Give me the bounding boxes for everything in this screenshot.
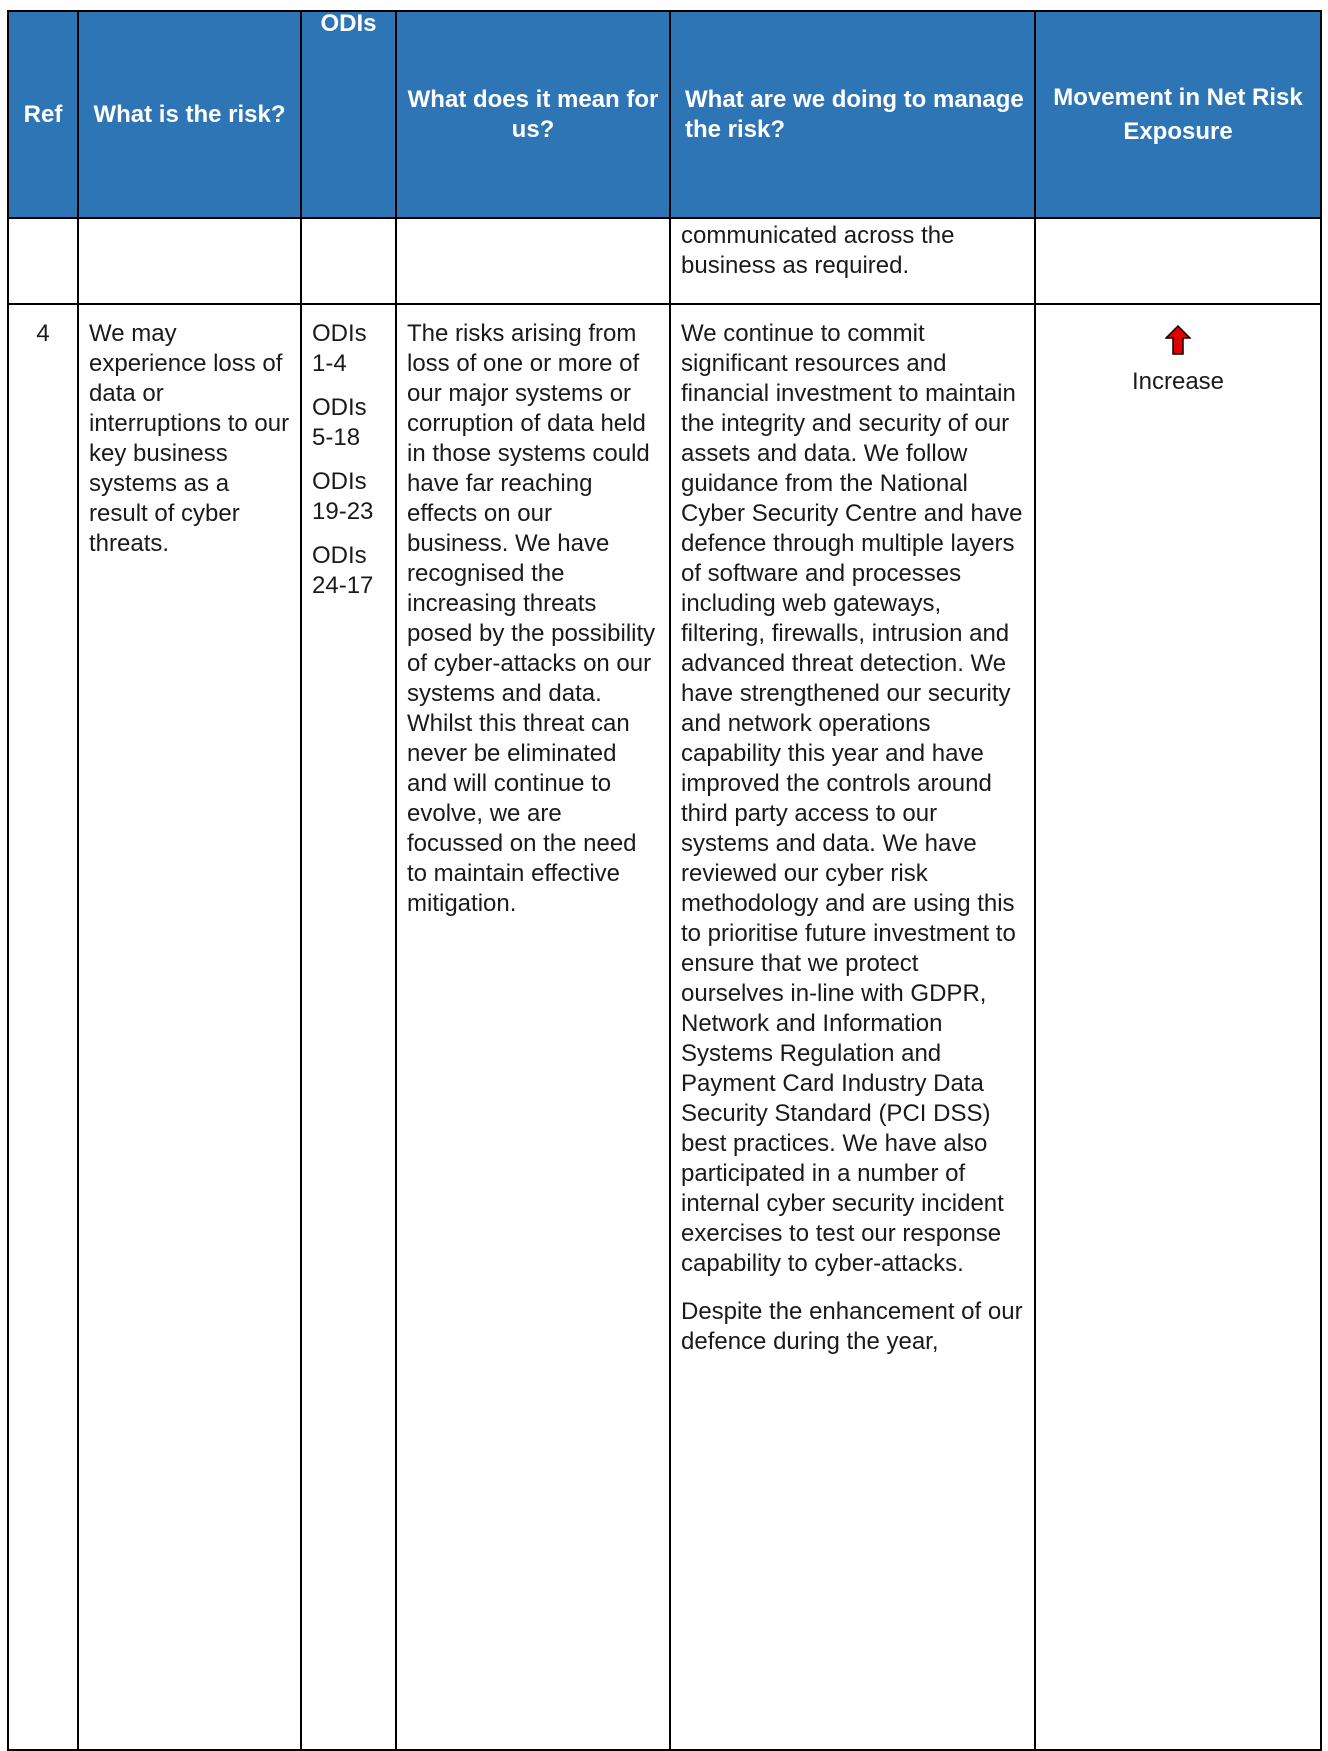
movement-label: Increase (1131, 368, 1225, 395)
management-paragraph: We continue to commit significant resources and financial investment to maintain the integrity and security of our assets and data. We follow guidance from the National Cyber Security Centre and have defence through multiple layers of software and processes including web gateways, filtering, firewalls, intrusion and advanced threat detection. We have strengthened our security and network operations capability this year and have improved the controls around third party access to our systems and data. We have reviewed our cyber risk methodology and are using this to prioritise future investment to ensure that we protect ourselves in-line with GDPR, Network and Information Systems Regulation and Payment Card Industry Data Security Standard (PCI DSS) best practices. We have also participated in a number of internal cyber security incident exercises to test our response capability to cyber-attacks. (681, 320, 1023, 1277)
header-management: What are we doing to manage the risk? (670, 11, 1035, 218)
odis-range: 1-4 (312, 350, 347, 377)
cell-odis (301, 304, 396, 1750)
table-row (8, 218, 1321, 304)
odis-item (312, 393, 385, 453)
odis-item (312, 319, 385, 379)
cell-movement (1035, 218, 1321, 304)
odis-label: ODIs (312, 394, 367, 421)
cell-management (670, 304, 1035, 1750)
cell-odis (301, 218, 396, 304)
header-ref: Ref (8, 11, 78, 218)
odis-range: 5-18 (312, 424, 361, 451)
cell-meaning: The risks arising from loss of one or more of our major systems or corruption of data held in those systems could have far reaching effects on our business. We have recognised the increasing threats posed by the possibility of cyber-attacks on our systems and data. Whilst this threat can never be eliminated and will continue to evolve, we are focussed on the need to maintain effective mitigation. (396, 304, 670, 1750)
risk-table (7, 10, 1322, 1751)
cell-ref (8, 218, 78, 304)
odis-label: ODIs (312, 468, 367, 495)
cell-risk (78, 218, 301, 304)
odis-range: 19-23 (312, 498, 374, 525)
management-text: communicated across the business as required. (681, 222, 955, 279)
cell-ref: 4 (8, 304, 78, 1750)
cell-risk: We may experience loss of data or interruptions to our key business systems as a result of cyber threats. (78, 304, 301, 1750)
header-risk: What is the risk? (78, 11, 301, 218)
odis-range: 24-17 (312, 572, 374, 599)
odis-item (312, 541, 385, 601)
table-header-row (8, 11, 1321, 218)
header-movement: Movement in Net Risk Exposure (1035, 11, 1321, 218)
up-arrow-icon (1165, 325, 1191, 355)
table-row (8, 304, 1321, 1750)
odis-label: ODIs (312, 542, 367, 569)
cell-movement (1035, 304, 1321, 1750)
header-odis: ODIs (301, 11, 396, 218)
odis-item (312, 467, 385, 527)
odis-label: ODIs (312, 320, 367, 347)
cell-management (670, 218, 1035, 304)
cell-meaning (396, 218, 670, 304)
header-meaning: What does it mean for us? (396, 11, 670, 218)
management-paragraph: Despite the enhancement of our defence during the year, (681, 1298, 1023, 1355)
